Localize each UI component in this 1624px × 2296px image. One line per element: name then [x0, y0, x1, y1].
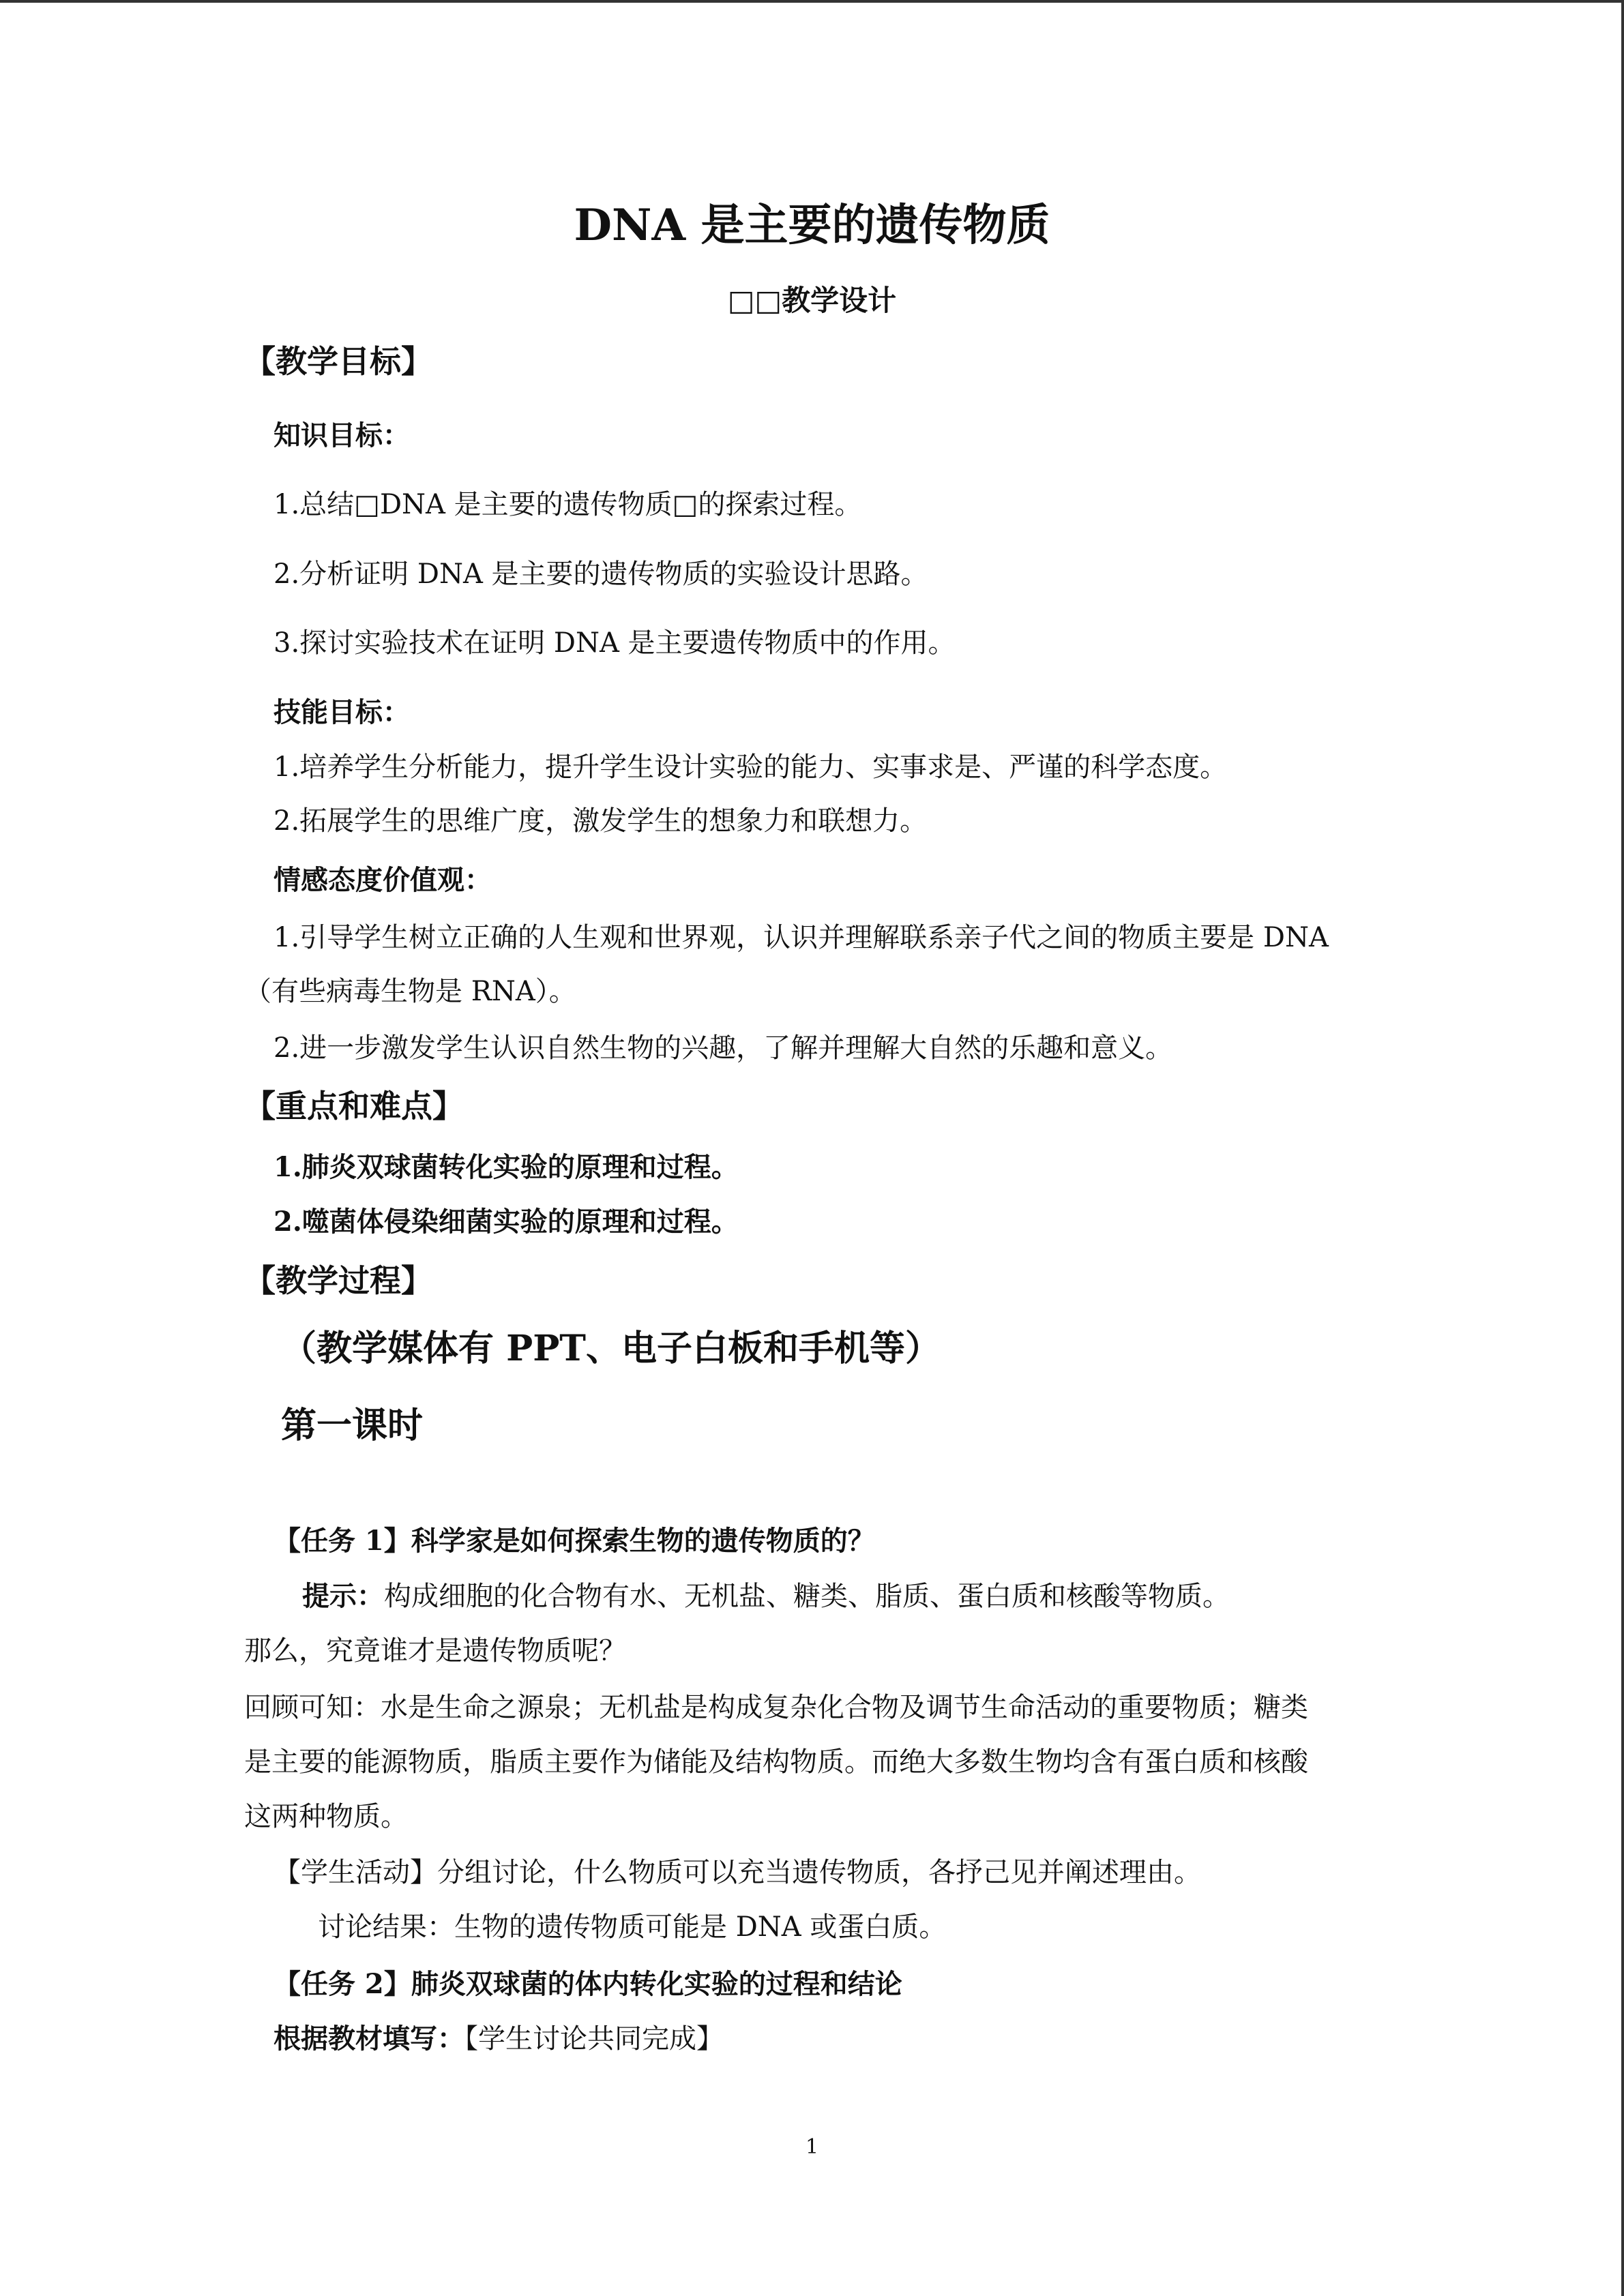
values-objectives-title: 情感态度价值观： [274, 864, 492, 896]
task-1-title: 【任务 1】科学家是如何探索生物的遗传物质的？ [274, 1525, 875, 1557]
page-number: 1 [805, 2135, 819, 2159]
skill-objectives-title: 技能目标： [274, 696, 410, 728]
values-objective-1-line-2: （有些病毒生物是 RNA）。 [244, 976, 576, 1007]
key-point-2: 2.噬菌体侵染细菌实验的原理和过程。 [274, 1206, 739, 1238]
document-subtitle: □□教学设计 [727, 284, 897, 317]
teaching-objectives-heading: 【教学目标】 [244, 343, 432, 380]
review-line-3: 这两种物质。 [244, 1801, 408, 1832]
skill-objective-2: 2.拓展学生的思维广度，激发学生的想象力和联想力。 [274, 805, 928, 837]
knowledge-objective-1: 1.总结□DNA 是主要的遗传物质□的探索过程。 [274, 489, 862, 520]
discussion-result: 讨论结果：生物的遗传物质可能是 DNA 或蛋白质。 [318, 1911, 947, 1943]
key-point-1: 1.肺炎双球菌转化实验的原理和过程。 [274, 1151, 739, 1183]
hint-label: 提示： [302, 1580, 384, 1612]
teaching-process-heading: 【教学过程】 [244, 1262, 432, 1299]
knowledge-objective-3: 3.探讨实验技术在证明 DNA 是主要遗传物质中的作用。 [274, 627, 956, 659]
review-line-1: 回顾可知：水是生命之源泉；无机盐是构成复杂化合物及调节生命活动的重要物质；糖类 [244, 1692, 1308, 1723]
hint-text: 构成细胞的化合物有水、无机盐、糖类、脂质、蛋白质和核酸等物质。 [384, 1581, 1230, 1612]
lesson-title: 第一课时 [281, 1405, 424, 1446]
review-line-2: 是主要的能源物质，脂质主要作为储能及结构物质。而绝大多数生物均含有蛋白质和核酸 [244, 1746, 1308, 1778]
values-objective-2: 2.进一步激发学生认识自然生物的兴趣，了解并理解大自然的乐趣和意义。 [274, 1032, 1173, 1064]
task-1-hint [302, 1581, 1230, 1612]
document-title: DNA 是主要的遗传物质 [574, 200, 1050, 251]
skill-objective-1: 1.培养学生分析能力，提升学生设计实验的能力、实事求是、严谨的科学态度。 [274, 751, 1228, 783]
knowledge-objective-2: 2.分析证明 DNA 是主要的遗传物质的实验设计思路。 [274, 558, 928, 590]
fill-label: 根据教材填写： [274, 2023, 464, 2055]
key-points-heading: 【重点和难点】 [244, 1088, 464, 1124]
values-objective-1-line-1: 1.引导学生树立正确的人生观和世界观，认识并理解联系亲子代之间的物质主要是 DNA [274, 922, 1329, 953]
fill-text: 【学生讨论共同完成】 [464, 2023, 724, 2055]
teaching-media-note: （教学媒体有 PPT、电子白板和手机等） [281, 1328, 941, 1369]
knowledge-objectives-title: 知识目标： [274, 419, 410, 451]
fill-instruction [274, 2023, 724, 2055]
question-text: 那么，究竟谁才是遗传物质呢？ [244, 1635, 626, 1667]
task-2-title: 【任务 2】肺炎双球菌的体内转化实验的过程和结论 [274, 1968, 902, 2000]
student-activity: 【学生活动】分组讨论，什么物质可以充当遗传物质，各抒己见并阐述理由。 [274, 1857, 1201, 1888]
